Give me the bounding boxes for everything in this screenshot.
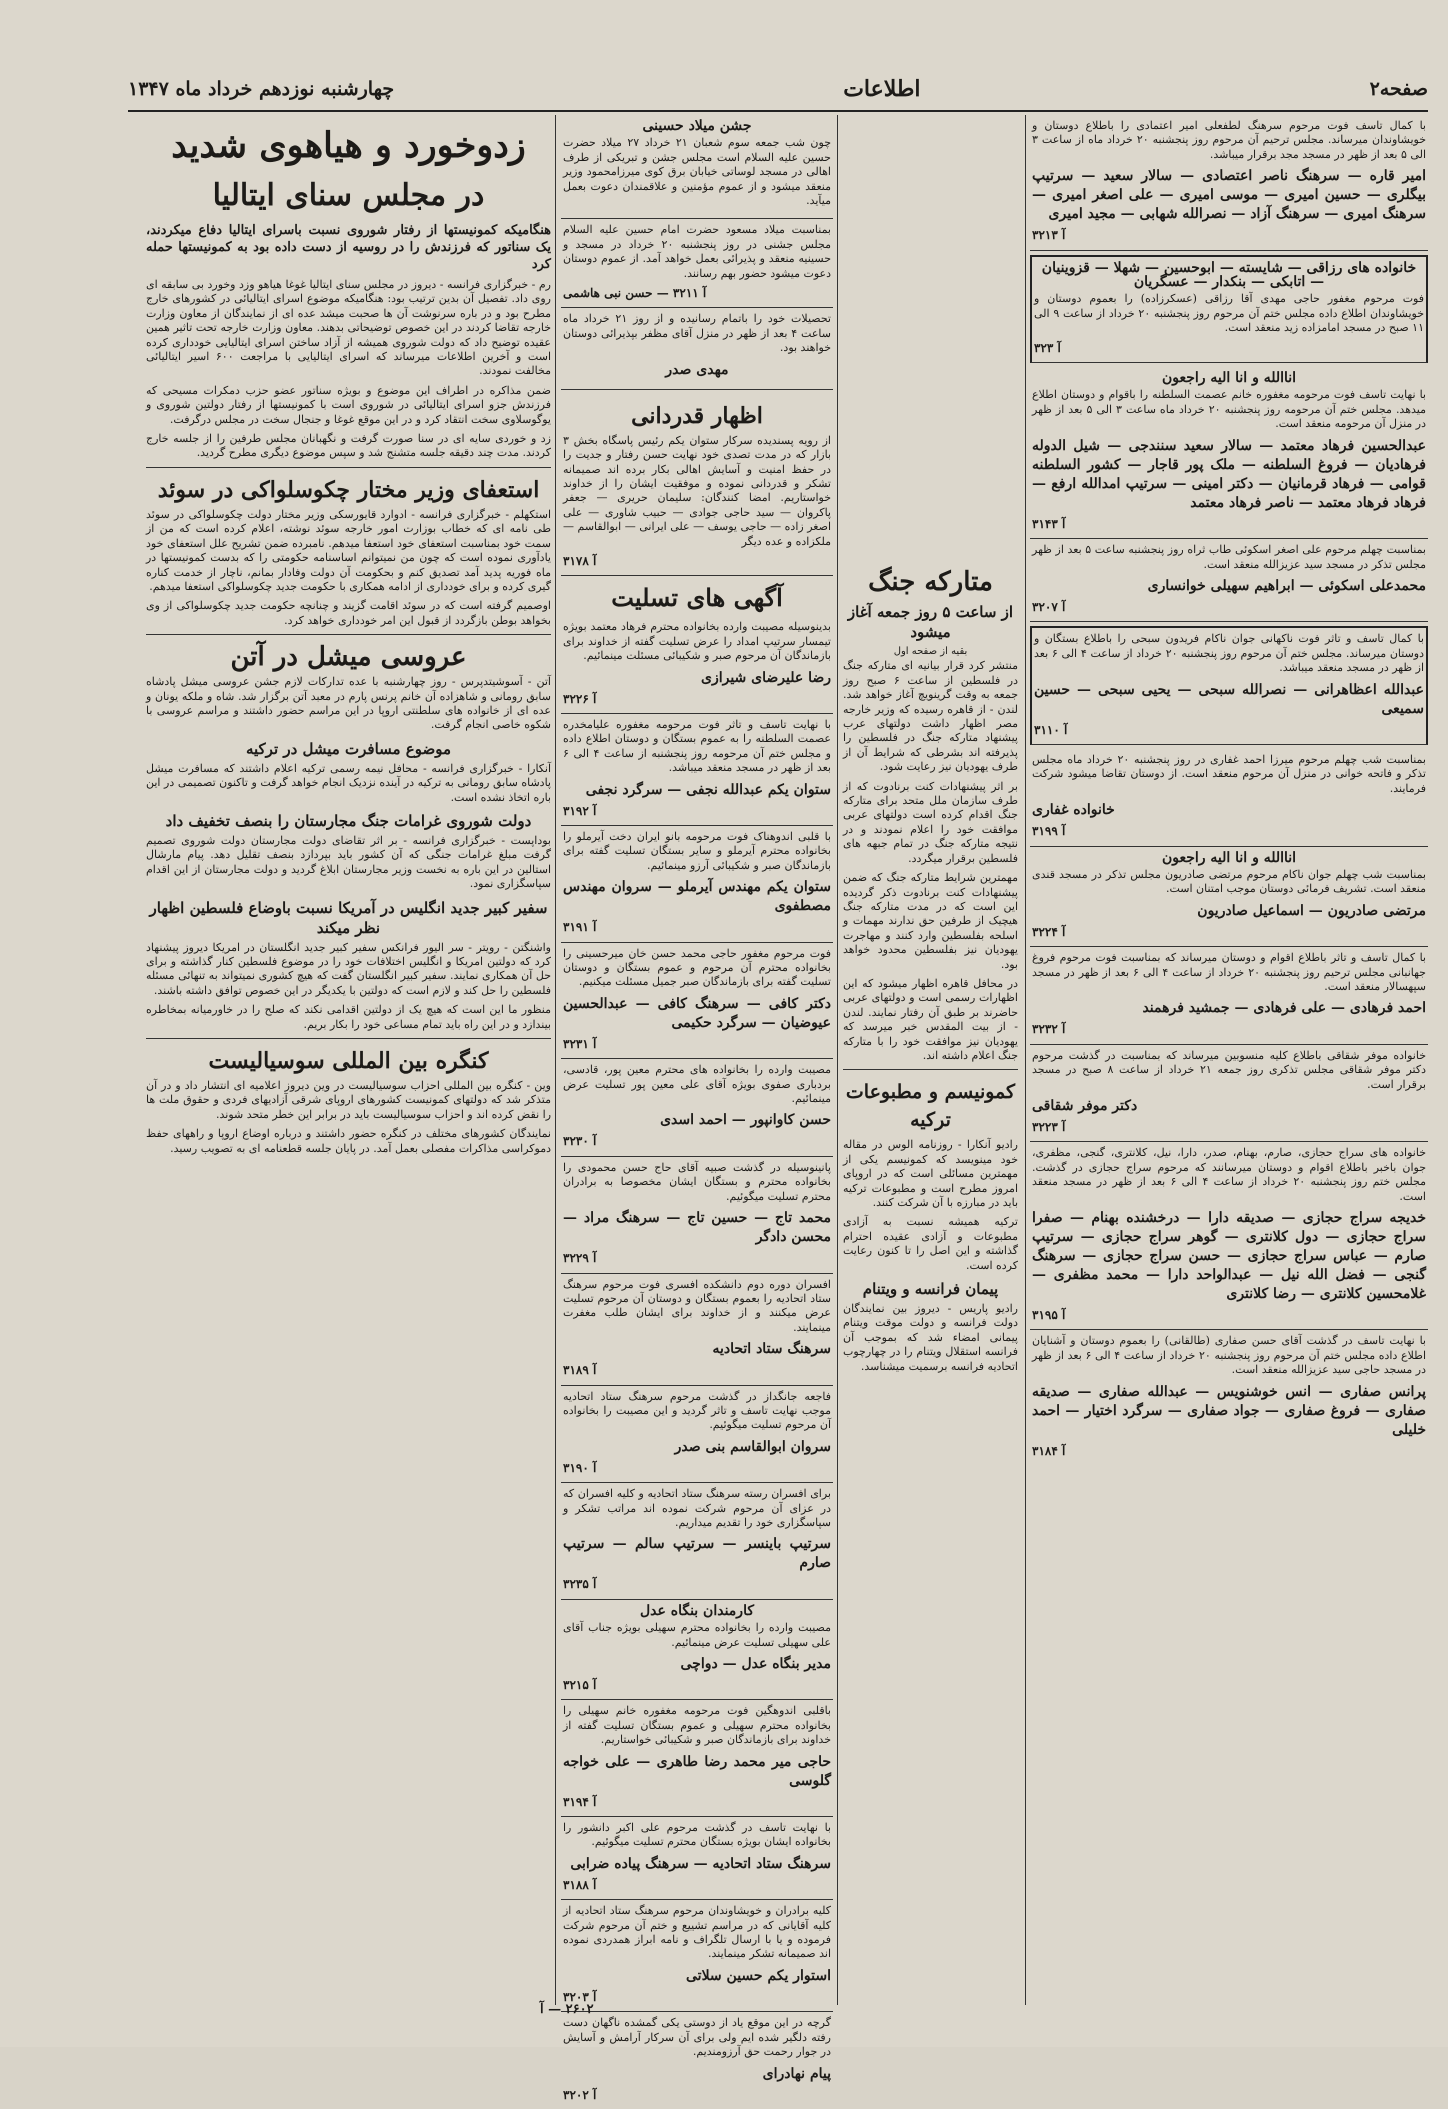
obituary-column xyxy=(1030,115,1428,2005)
condolence-notice xyxy=(561,1700,833,1817)
notice-code: آ ۳۲۲۳ xyxy=(1032,1120,1066,1135)
headline-hungary: دولت شوروی غرامات جنگ مجارستان را بنصف تخفیف داد xyxy=(165,811,532,830)
notice-signature: محمد تاج — حسین تاج — سرهنگ مراد — محسن دادگر xyxy=(563,1210,831,1246)
notice-names: خدیجه سراج حجازی — صدیقه دارا — درخشنده بهنام — صفرا سراج حجازی — دول کلانتری — گوهر سراج حجازی — سرتیپ صارم — عباس سراج حجازی — حسن سراج حجازی — سرهنگ گنجی — فضل الله نیل — عبدالواحد دارا — محمد مظفری — غلامحسین کلانتری — رضا کلانتری xyxy=(1032,1210,1426,1303)
notice-text: با نهایت تاسف و تاثر فوت مرحومه مغفوره علیامخدره عصمت السلطنه را به عموم بستگان و دوستان اطلاع داده و مجلس ختم آن مرحومه روز پنجشنبه از ساعت ۴ الی ۶ بعد از ظهر در مسجد منعقد میباشد. xyxy=(563,717,831,775)
headline-socialist-congress: کنگره بین المللی سوسیالیست xyxy=(208,1048,489,1075)
notice-text: بمناسبت میلاد مسعود حضرت امام حسین علیه السلام مجلس جشنی در روز پنجشنبه ۲۰ خرداد در مسجد و حسینیه منعقد و پذیرائی بعمل خواهد آمد. از عموم دوستان دعوت میشود حضور بهم رسانند. xyxy=(563,223,832,280)
czech-story-1: استکهلم - خبرگزاری فرانسه - ادوارد قایورسکی وزیر مختار دولت چکوسلواکی در سوئد طی نامه ای که خطاب بوزارت امور خارجه سوئد نوشته، اعلام کرده است که من از سمت خود بمناسبت استعفای خود استعفا میدهم. نامبرده ضمن تشریح علل استعفای خود یادآوری نموده است که چون من نمیتوانم اساسنامه حکومتی را که بدست کمونیستها در ماه فوریه پدید آمد تصدیق کنم و بحکومت آن دولت وفادار بمانم، ناچار از خدمت کناره گیری کرده و برای خودداری از ادامه همکاری با حکومت جدید چکوسلواکی استعفا میدهم. xyxy=(146,507,551,593)
notice-code: آ ۳۲۱۳ xyxy=(1032,228,1066,243)
notice-code: آ ۳۱۹۴ xyxy=(563,1794,597,1809)
condolence-notice xyxy=(561,616,833,714)
notice-signature: ستوان یکم عبدالله نجفی — سرگرد نجفی xyxy=(585,781,831,798)
column-rule xyxy=(555,115,556,2005)
notice-names: امیر قاره — سرهنگ ناصر اعتصادی — سالار سعید — سرتیپ بیگلری — حسین امیری — موسی امیری — علی اصغر امیری — سرهنگ امیری — سرهنگ آزاد — نصرالله شهابی — مجید امیری xyxy=(1032,168,1426,223)
notice-names: احمد فرهادی — علی فرهادی — جمشید فرهمند xyxy=(1142,1000,1426,1017)
notice-code: آ ۳۱۹۲ xyxy=(563,803,597,818)
notice-signature: استوار یکم حسین سلاتی xyxy=(686,1967,831,1984)
notice-code: آ ۳۱۸۹ xyxy=(563,1363,597,1378)
france-vietnam-text: رادیو پاریس - دیروز بین نمایندگان دولت فرانسه و دولت موقت ویتنام پیمانی امضاء شد که بموجب آن فرانسه استقلال ویتنام را در چهارچوب اتحادیه فرانسه برسمیت میشناسد. xyxy=(843,1302,1018,1373)
obituary-notice xyxy=(1030,539,1428,622)
notice-signature: پیام نهادرای xyxy=(762,2065,831,2082)
obituary-notice xyxy=(1030,947,1428,1045)
condolence-notice xyxy=(561,1817,833,1900)
notice-signature: سرهنگ ستاد اتحادیه — سرهنگ پیاده ضرابی xyxy=(570,1855,831,1872)
notice-code: آ ۳۲۳۰ xyxy=(563,1134,597,1149)
obituary-notice xyxy=(1030,1045,1428,1143)
newspaper-name: اطلاعات xyxy=(843,76,921,102)
notice-signature: مهدی صدر xyxy=(665,361,729,378)
notice-graduation xyxy=(561,308,833,389)
condolence-notice xyxy=(561,1386,833,1484)
notice-text: خانواده موفر شقاقی باطلاع کلیه منسوبین میرساند که بمناسبت در گذشت مرحوم دکتر موفر شقاقی مجلس تذکری روز جمعه ۲۱ خرداد از ساعت ۸ صبح در مسجد برقرار است. xyxy=(1032,1048,1427,1091)
notice-code: آ ۳۲۱۵ xyxy=(563,1678,597,1692)
divider xyxy=(146,634,551,635)
news-column-main xyxy=(146,118,551,1998)
armistice-subhead: از ساعت ۵ روز جمعه آغاز میشود xyxy=(847,603,1014,641)
notice-text: مصیبت وارده را بخانواده های محترم معین پور، قادسی، بردباری صفوی بویژه آقای علی معین پور تسلیت عرض مینمائیم. xyxy=(563,1063,831,1106)
notice-text: افسران دوره دوم دانشکده افسری فوت مرحوم سرهنگ ستاد اتحادیه را بعموم بستگان و دوستان آن مرحوم تسلیت عرض میکنند و از خداوند برای ایشان طلب مغفرت مینمایند. xyxy=(563,1277,831,1334)
notice-text: بمناسبت شب چهلم مرحوم میرزا احمد غفاری در روز پنجشنبه ۲۰ خرداد ماه مجلس تذکر و فاتحه خوانی در منزل آن مرحوم منعقد است. از دوستان تقاضا میشود شرکت فرمایند. xyxy=(1032,752,1426,795)
condolence-notice xyxy=(561,1274,833,1386)
wedding-story: آتن - آسوشیتدپرس - روز چهارشنبه با عده تدارکات لازم جشن عروسی میشل پادشاه سابق رومانی و شاهزاده آن خانم پرنس پارم در معبد آتن برگزار شد. شاه و ملکه یونان و عده ای از خانواده های سلطنتی اروپا در این مراسم حضور داشتند و مراسم عروسی با شکوه خاصی انجام گرفت. xyxy=(146,675,551,732)
notice-code: آ ۳۱۹۵ xyxy=(1032,1308,1066,1323)
notice-code: آ ۳۱۸۴ xyxy=(1032,1443,1066,1458)
notice-code: آ ۳۱۹۱ xyxy=(563,920,597,935)
condolence-notice xyxy=(561,1157,833,1274)
notice-signature: آ ۳۲۱۱ — حسن نبی هاشمی xyxy=(563,286,707,301)
italy-story-1: رم - خبرگزاری فرانسه - دیروز در مجلس سنای ایتالیا غوغا هیاهو وزد وخورد بی سابقه ای روی داد. تفصیل آن بدین ترتیب بود: هنگامیکه موضوع اسرای ایتالیائی در کشورهای خارج مطرح بود و در باره سرنوشت آن ها صحبت میشد عده ای از نمایندگان از معاون وزارت خارجه تقاضا کردند در این خصوص توضیحاتی بدهند. معاون وزارت خارجه تحت تاثیر همین عقیده توضیح داد که دولت شوروی همیشه از آزاد ساختن اسرای ایتالیایی خودداری کرده است و آخرین اطلاعات میرساند که اسرای ایتالیایی با مراجعت ۶۰۰ اسیر ایتالیائی مخالفت نمودند. xyxy=(146,278,551,378)
headline-palestine: سفیر کبیر جدید انگلیس در آمریکا نسبت باوضاع فلسطین اظهار نظر میکند xyxy=(149,898,548,937)
notice-code: آ ۳۲۳۲ xyxy=(1032,1022,1066,1037)
notice-code: آ ۳۱۷۸ xyxy=(563,553,597,568)
notice-text: فوت مرحوم مغفور حاجی محمد حسن خان میرحسینی را بخانواده محترم آن مرحوم و عموم بستگان و دوستان تسلیت گفته برای بازماندگان صبر جمیل مسئلت میکنیم. xyxy=(563,946,831,989)
notice-names: مرتضی صادریون — اسماعیل صادریون xyxy=(1197,902,1426,919)
notice-signature: دکتر کافی — سرهنگ کافی — عبدالحسین عیوضیان — سرگرد حکیمی xyxy=(563,995,831,1031)
notice-names: دکتر موفر شقاقی xyxy=(1032,1098,1138,1115)
notice-text: فوت مرحوم مغفور حاجی مهدی آقا رزاقی (عسکرزاده) را بعموم دوستان و خویشاوندان اطلاع داده مجلس ختم آن مرحوم روز پنجشنبه ۲۰ خرداد از ساعت ۹ الی ۱۱ صبح در مسجد امامزاده زید منعقد است. xyxy=(1034,292,1424,335)
obituary-notice xyxy=(1030,367,1428,539)
condolence-notice xyxy=(561,714,833,826)
notice-signature: مدیر بنگاه عدل — دواچی xyxy=(680,1656,831,1672)
obituary-notice xyxy=(1030,626,1428,745)
notice-text: چون شب جمعه سوم شعبان ۲۱ خرداد ۲۷ میلاد حضرت حسین علیه السلام است مجلس جشن و تبریکی از طرف اهالی در مسجد لوساتی خیابان برق کوی میرزامحمود وزیر منعقد میشود و از عموم مؤمنین و علاقمندان دعوت بعمل میآید. xyxy=(563,136,831,208)
notice-text: با کمال تاسف و تاثر فوت ناکهانی جوان ناکام فریدون سبحی را باطلاع بستگان و دوستان میرساند. مجلس ختم آن مرحوم روز پنجشنبه ۲۰ خرداد از ساعت ۴ الی ۶ بعد از ظهر در مسجد منعقد میباشد. xyxy=(1034,632,1424,675)
notice-text: از رویه پسندیده سرکار ستوان یکم رئیس پاسگاه بخش ۳ بازار که در مدت تصدی خود نهایت حسن رفتار و جدیت را در حفظ امنیت و آسایش اهالی بکار برده اند صمیمانه تشکر و قدردانی نموده و موفقیت ایشان را از خداوند خواستاریم. امضا کنندگان: سلیمان حریری — جعفر پاکروان — سید حاجی جوادی — حبیب شاوری — علی اصغر زاده — حاجی یوسف — علی ایرانی — ابوالقاسم — ملکزاده و عده دیگر xyxy=(563,433,831,548)
divider xyxy=(843,1069,1018,1070)
notice-text: با نهایت تاسف در گذشت مرحوم علی اکبر دانشور را بخانواده ایشان بویژه بستگان محترم تسلیت میگوئیم. xyxy=(563,1821,831,1849)
notice-code: آ ۳۱۹۹ xyxy=(1032,824,1066,839)
notice-title: خانواده های رزاقی — شایسته — ابوحسین — شهلا — قزوینیان — اتابکی — بنکدار — عسگریان xyxy=(1041,259,1417,291)
palestine-story-2: منظور ما این است که هیچ یک از دولتین اقدامی نکند که صلح را در خاورمیانه بمخاطره بیندازد و در این راه باید تمام مساعی خود را بکار بریم. xyxy=(146,1003,551,1031)
column-rule xyxy=(1025,115,1026,2005)
notice-text: با نهایت تاسف در گذشت آقای حسن صفاری (طالقانی) را بعموم دوستان و آشنایان اطلاع داده مجلس ختم آن مرحوم روز پنجشنبه ۲۰ خرداد از ساعت ۴ الی ۶ بعد از ظهر در مسجد حاجی سید عزیزالله منعقد است. xyxy=(1032,1334,1426,1377)
armistice-text-1: منتشر کرد قرار بیانیه ای متارکه جنگ در فلسطین از ساعت ۶ صبح روز جمعه به وقت گرینویچ آغاز خواهد شد. لندن - از قاهره رسیده که وزیر خارجه مصر اظهار داشت دولتهای عرب پیشنهاد متارکه جنگ در فلسطین را پذیرفته اند بشرطی که شرایط آن از طرف یهودیان نیز رعایت شود. xyxy=(843,659,1018,774)
condolence-notice xyxy=(561,1600,833,1701)
notice-text: برای افسران رسته سرهنگ ستاد اتحادیه و کلیه افسران که در عزای آن مرحوم شرکت نموده اند مراتب تشکر و سپاسگزاری خود را تقدیم میداریم. xyxy=(563,1487,831,1529)
notice-text: بمناسبت شب چهلم جوان ناکام مرحوم مرتضی صادریون مجلس تذکر در مسجد قندی منعقد است. تشریف فرمائی دوستان موجب امتنان است. xyxy=(1032,867,1426,896)
obituary-notice xyxy=(1030,1330,1428,1465)
notice-names: عبدالله اعظاهرانی — نصرالله سبحی — یحیی سبحی — حسین سمیعی xyxy=(1034,681,1424,717)
condolence-notice xyxy=(561,1900,833,2012)
notice-code: آ ۳۲۰۲ xyxy=(563,2087,597,2102)
notice-code: آ ۳۱۹۰ xyxy=(563,1460,597,1475)
notice-text: فاجعه جانگداز در گذشت مرحوم سرهنگ ستاد اتحادیه موجب نهایت تاسف و تاثر گردید و این مصیبت را بخانواده آن مرحوم تسلیت میگوئیم. xyxy=(563,1389,831,1432)
notice-text: مصیبت وارده را بخانواده محترم سهیلی بویژه جناب آقای علی سهیلی تسلیت عرض مینمائیم. xyxy=(563,1621,831,1649)
turkey-press-text-2: ترکیه همیشه نسبت به آزادی مطبوعات و آزادی عقیده احترام گذاشته و این اصل را تا کنون رعایت کرده است. xyxy=(843,1215,1018,1272)
notice-birthday xyxy=(561,115,833,219)
condolence-notice xyxy=(561,943,833,1060)
obituary-notice xyxy=(1030,255,1428,363)
headline-czech: استعفای وزیر مختار چکوسلواکی در سوئد xyxy=(157,476,540,503)
issue-date: چهارشنبه نوزدهم خرداد ماه ۱۳۴۷ xyxy=(128,78,395,100)
notice-title: جشن میلاد حسینی xyxy=(642,118,752,134)
condolence-notice xyxy=(561,2012,833,2109)
notice-code: آ ۳۱۱۰ xyxy=(1034,722,1068,737)
armistice-text-2: بر اثر پیشنهادات کنت برنادوت که از طرف سازمان ملل متحد برای متارکه جنگ اقدام کرده است دولتهای عربی موافقت خود را اعلام نمودند و در نتیجه متارکه جنگ در تمام جبهه های فلسطین برقرار میگردد. xyxy=(843,779,1018,865)
notice-signature: سروان ابوالقاسم بنی صدر xyxy=(674,1438,831,1455)
turkey-press-text-1: رادیو آنکارا - روزنامه الوس در مقاله خود مینویسد که کمونیسم یکی از مهمترین مسائلی است که در اروپای امروز مطرح است و مطبوعات ترکیه باید در مبارزه با آن شرکت کنند. xyxy=(843,1138,1018,1209)
condolence-heading: آگهی های تسلیت xyxy=(611,583,783,613)
obituary-notice xyxy=(1030,847,1428,948)
notice-signature: حاجی میر محمد رضا طاهری — علی خواجه گلوسی xyxy=(563,1753,831,1789)
notice-signature: ستوان یکم مهندس آیرملو — سروان مهندس مصطفوی xyxy=(563,879,831,915)
notice-signature: رضا علیرضای شیرازی xyxy=(701,669,831,686)
socialist-story-2: نمایندگان کشورهای مختلف در کنگره حضور داشتند و درباره اوضاع اروپا و راههای حفظ دموکراسی مذاکرات مفصلی بعمل آمد. در پایان جلسه قطعنامه ای به تصویب رسید. xyxy=(146,1127,551,1155)
continued-note: بقیه از صفحه اول xyxy=(893,646,968,657)
notice-text: تحصیلات خود را باتمام رسانیده و از روز ۲۱ خرداد ماه ساعت ۴ بعد از ظهر در منزل آقای مظفر بپذیرائی دوستان خواهند بود. xyxy=(563,312,831,355)
notice-signature: سرتیپ باینسر — سرتیپ سالم — سرتیپ صارم xyxy=(563,1536,831,1572)
notice-text: با کمال تاسف و تاثر باطلاع اقوام و دوستان میرساند که بمناسبت فوت مرحوم فروغ جهانبانی مجلس ترحیم روز پنجشنبه ۲۰ خرداد از ساعت ۴ الی ۶ بعد از ظهر در مسجد سپهسالار منعقد است. xyxy=(1032,951,1426,993)
notice-names: خانواده غفاری xyxy=(1032,802,1115,819)
notice-code: آ ۳۲۳۱ xyxy=(563,1036,597,1051)
condolence-notice xyxy=(561,1483,833,1600)
thanks-heading: اظهار قدردانی xyxy=(631,402,763,429)
italy-deck: هنگامیکه کمونیستها از رفتار شوروی نسبت باسرای ایتالیا دفاع میکردند، یک سناتور که فرزندش را در روسیه از دست داده بود به کمونیستها حمله کرد xyxy=(146,223,551,272)
notice-text: پانینوسیله در گذشت صبیه آقای حاج حسن محمودی را بخانواده محترم و بستگان ایشان مخصوصا به برادران محترم تسلیت میگوئیم. xyxy=(563,1160,831,1203)
notice-text: بدینوسیله مصیبت وارده بخانواده محترم فرهاد معتمد بویژه تیمسار سرتیپ امداد را عرض تسلیت گفته از خداوند برای بازماندگان آن مرحوم صبر و شکیبائی مسئلت مینمائیم. xyxy=(563,620,831,663)
notice-title: اناالله و انا الیه راجعون xyxy=(1161,370,1297,387)
socialist-story-1: وین - کنگره بین المللی احزاب سوسیالیست در وین دیروز اعلامیه ای انتشار داد و در آن متذکر شد که دولتهای کمونیست کشورهای اروپای شرقی آزادیهای فردی و حقوق ملت ها را نقض کرده اند و احزاب سوسیالیست باید در برابر این خطر متحد شوند. xyxy=(146,1079,551,1121)
notice-text: با قلبی اندوهناک فوت مرحومه بانو ایران دخت آیرملو را بخانواده محترم آیرملو و سایر بستگان تسلیت گفته برای بازماندگان صبر و شکیبائی آرزو مینمائیم. xyxy=(563,830,831,872)
column-rule xyxy=(837,115,838,2005)
condolence-notice xyxy=(561,826,833,943)
headline-turkey-press: کمونیسم و مطبوعات ترکیه xyxy=(845,1081,1016,1132)
notice-code: آ ۳۲۰۳ xyxy=(563,1989,597,2004)
palestine-story-1: واشنگتن - رویتر - سر الیور فرانکس سفیر کبیر جدید انگلستان در امریکا دیروز پیشنهاد کرد که دولتین امریکا و انگلیس اختلافات خود را در موضوع فلسطین کنار گذاشته و برای حل آن همکاری نمایند. سفیر کبیر انگلستان گفت که هیچ کشوری نمیتواند به تنهائی مسئله فلسطین را حل کند و لازم است که دولتین با یکدیگر در این خصوص توافق داشته باشند. xyxy=(146,940,551,997)
notice-title: کارمندان بنگاه عدل xyxy=(639,1602,754,1619)
notice-signature: سرهنگ ستاد اتحادیه xyxy=(712,1341,831,1358)
armistice-text-4: در محافل قاهره اظهار میشود که این اظهارات رسمی است و دولتهای عربی حاضرند بر طبق آن رفتار نمایند. لندن - از بیت المقدس خبر میرسد که یهودیان نیز موافقت خود را با متارکه جنگ اعلام داشته اند. xyxy=(843,976,1018,1062)
notice-code: آ ۳۲۳ xyxy=(1034,340,1061,355)
notice-thanks xyxy=(561,390,833,577)
headline-france-vietnam: پیمان فرانسه و ویتنام xyxy=(862,1280,999,1299)
italy-story-2: ضمن مذاکره در اطراف این موضوع و بویژه سناتور عضو حزب دمکرات مسیحی که فرزندش جزو اسرای ایتالیائی در شوروی است با کمونیستها از رفتار دولتین شوروی و یوگوسلاوی سخت انتقاد کرد و در این موقع غوغا و جنجال سخت در مجلس درگرفت. xyxy=(146,383,551,426)
italy-story-3: زد و خوردی سایه ای در سنا صورت گرفت و نگهبانان مجلس طرفین را از جلسه خارج کردند. مدت چند دقیقه جلسه متشنج شد و سپس موضوع دیگری مطرح گردید. xyxy=(146,432,551,460)
hungary-story: بوداپست - خبرگزاری فرانسه - بر اثر تقاضای دولت مجارستان دولت شوروی تصمیم گرفت مبلغ غرامات جنگی که آن کشور باید بپردازد بنصف تقلیل دهد. پیام مارشال استالین در این باره به نخست وزیر مجارستان ابلاغ گردید و دولت مجارستان از این اقدام سپاسگزاری نمود. xyxy=(146,833,551,891)
notice-names: عبدالحسین فرهاد معتمد — سالار سعید سنندجی — شیل الدوله فرهادیان — فروغ السلطنه — ملک پور قاجار — کشور السلطنه قوامی — فرهاد قرمانیان — دکتر امینی — سرتیپ امدالله ارفع — فرهاد فرهاد معتمد — ناصر فرهاد معتمد xyxy=(1032,437,1426,511)
notice-names: محمدعلی اسکوئی — ابراهیم سهیلی خوانساری xyxy=(1147,577,1426,594)
notice-text: باقلبی اندوهگین فوت مرحومه مغفوره خانم سهیلی را بخانواده محترم سهیلی و عموم بستگان تسلیت گفته از خداوند برای بازماندگان صبر و شکیبائی خواستاریم. xyxy=(563,1704,831,1747)
notice-names: پرانس صفاری — انس خوشنویس — عبدالله صفاری — صدیقه صفاری — فروغ صفاری — جواد صفاری — سرگرد اختیار — احمد خلیلی xyxy=(1032,1383,1426,1438)
print-code: ۲۶۰۲ — آ xyxy=(540,2002,594,2017)
page-number: صفحه۲ xyxy=(1369,78,1428,100)
divider xyxy=(146,1038,551,1039)
notice-text: با نهایت تاسف فوت مرحومه مغفوره خانم عصمت السلطنه را باقوام و دوستان اطلاع میدهد. مجلس ختم آن مرحومه روز پنجشنبه ۲۰ خرداد ماه ساعت ۳ الی ۵ بعد از ظهر در منزل آن مرحومه منعقد است. xyxy=(1032,388,1426,431)
notice-code: آ ۳۲۲۹ xyxy=(563,1251,597,1266)
news-column-armistice xyxy=(843,560,1018,2000)
notice-title: اناالله و انا الیه راجعون xyxy=(1161,849,1297,866)
obituary-notice xyxy=(1030,1142,1428,1330)
notice-text: کلیه برادران و خویشاوندان مرحوم سرهنگ ستاد اتحادیه از کلیه آقایانی که در مراسم تشییع و ختم آن مرحوم شرکت فرموده و یا با ارسال تلگراف و نامه ابراز همدردی نموده اند صمیمانه تشکر مینمایند. xyxy=(563,1904,831,1961)
condolence-notice xyxy=(561,1059,833,1157)
czech-story-2: اوصمیم گرفته است که در سوئد اقامت گزیند و چنانچه حکومت جدید چکوسلواکی از وی بخواهد بوطن بازگردد از قبول این امر خودداری خواهد کرد. xyxy=(146,599,551,627)
obituary-notice xyxy=(1030,115,1428,251)
headline-armistice: متارکه جنگ xyxy=(868,567,993,597)
headline-italy: زدوخورد و هیاهوی شدید xyxy=(171,125,526,166)
divider xyxy=(146,467,551,468)
headline-italy-sub: در مجلس سنای ایتالیا xyxy=(212,178,485,213)
notice-celebration xyxy=(561,219,833,308)
notice-text: با کمال تاسف فوت مرحوم سرهنگ لطفعلی امیر اعتمادی را باطلاع دوستان و خویشاوندان میرساند. مجلس ترحیم آن مرحوم روز پنجشنبه ۲۰ خرداد ماه از ساعت ۳ الی ۵ بعد از ظهر در مسجد مجد برقرار میباشد. xyxy=(1032,119,1427,161)
notice-signature: حسن کاوانپور — احمد اسدی xyxy=(660,1112,831,1129)
notice-text: گرچه در این موقع یاد از دوستی یکی گمشده ناگهان دست رفته دلگیر شده ایم ولی برای آن سرکار آرامش و آسایش در جوار رحمت حق آرزومندیم. xyxy=(563,2016,831,2059)
notice-code: آ ۳۱۴۳ xyxy=(1032,516,1066,531)
notice-code: آ ۳۲۲۶ xyxy=(563,691,597,706)
armistice-text-3: مهمترین شرایط متارکه جنگ که ضمن پیشنهادات کنت برنادوت ذکر گردیده این است که در مدت متارکه جنگ هیچیک از طرفین حق ندارند مهمات و اسلحه بفلسطین وارد کنند و مهاجرت یهودیان نیز بفلسطین محدود خواهد بود. xyxy=(843,871,1018,971)
notice-code: آ ۳۲۰۷ xyxy=(1032,599,1066,614)
notice-text: خانواده های سراج حجازی، صارم، بهنام، صدر، دارا، نیل، کلانتری، گنجی، مظفری، جوان باخبر باطلاع اقوام و دوستان میرسانند که مرحوم سراج حجازی در گذشت. مجلس ختم روز پنجشنبه ۲۰ خرداد از ساعت ۴ الی ۶ بعد از ظهر در مسجد منعقد است. xyxy=(1032,1146,1427,1203)
notice-text: بمناسبت چهلم مرحوم علی اصغر اسکوئی طاب ثراه روز پنجشنبه ساعت ۵ بعد از ظهر مجلس تذکر در مسجد سید عزیزالله منعقد است. xyxy=(1032,543,1426,571)
michael-turkey-story: آنکارا - خبرگزاری فرانسه - محافل نیمه رسمی ترکیه اعلام داشتند که مسافرت میشل پادشاه سابق رومانی به ترکیه در آینده نزدیک انجام خواهد گرفت و تاکنون تصمیمی در این باره اتخاذ نشده است. xyxy=(146,761,551,804)
notice-code: آ ۳۲۲۴ xyxy=(1032,924,1066,939)
headline-wedding: عروسی میشل در آتن xyxy=(230,642,467,673)
headline-michael-turkey: موضوع مسافرت میشل در ترکیه xyxy=(245,739,452,758)
notice-code: آ ۳۱۸۸ xyxy=(563,1877,597,1892)
notice-code: آ ۳۲۳۵ xyxy=(563,1577,597,1592)
page-header xyxy=(128,68,1428,112)
obituary-notice xyxy=(1030,749,1428,847)
